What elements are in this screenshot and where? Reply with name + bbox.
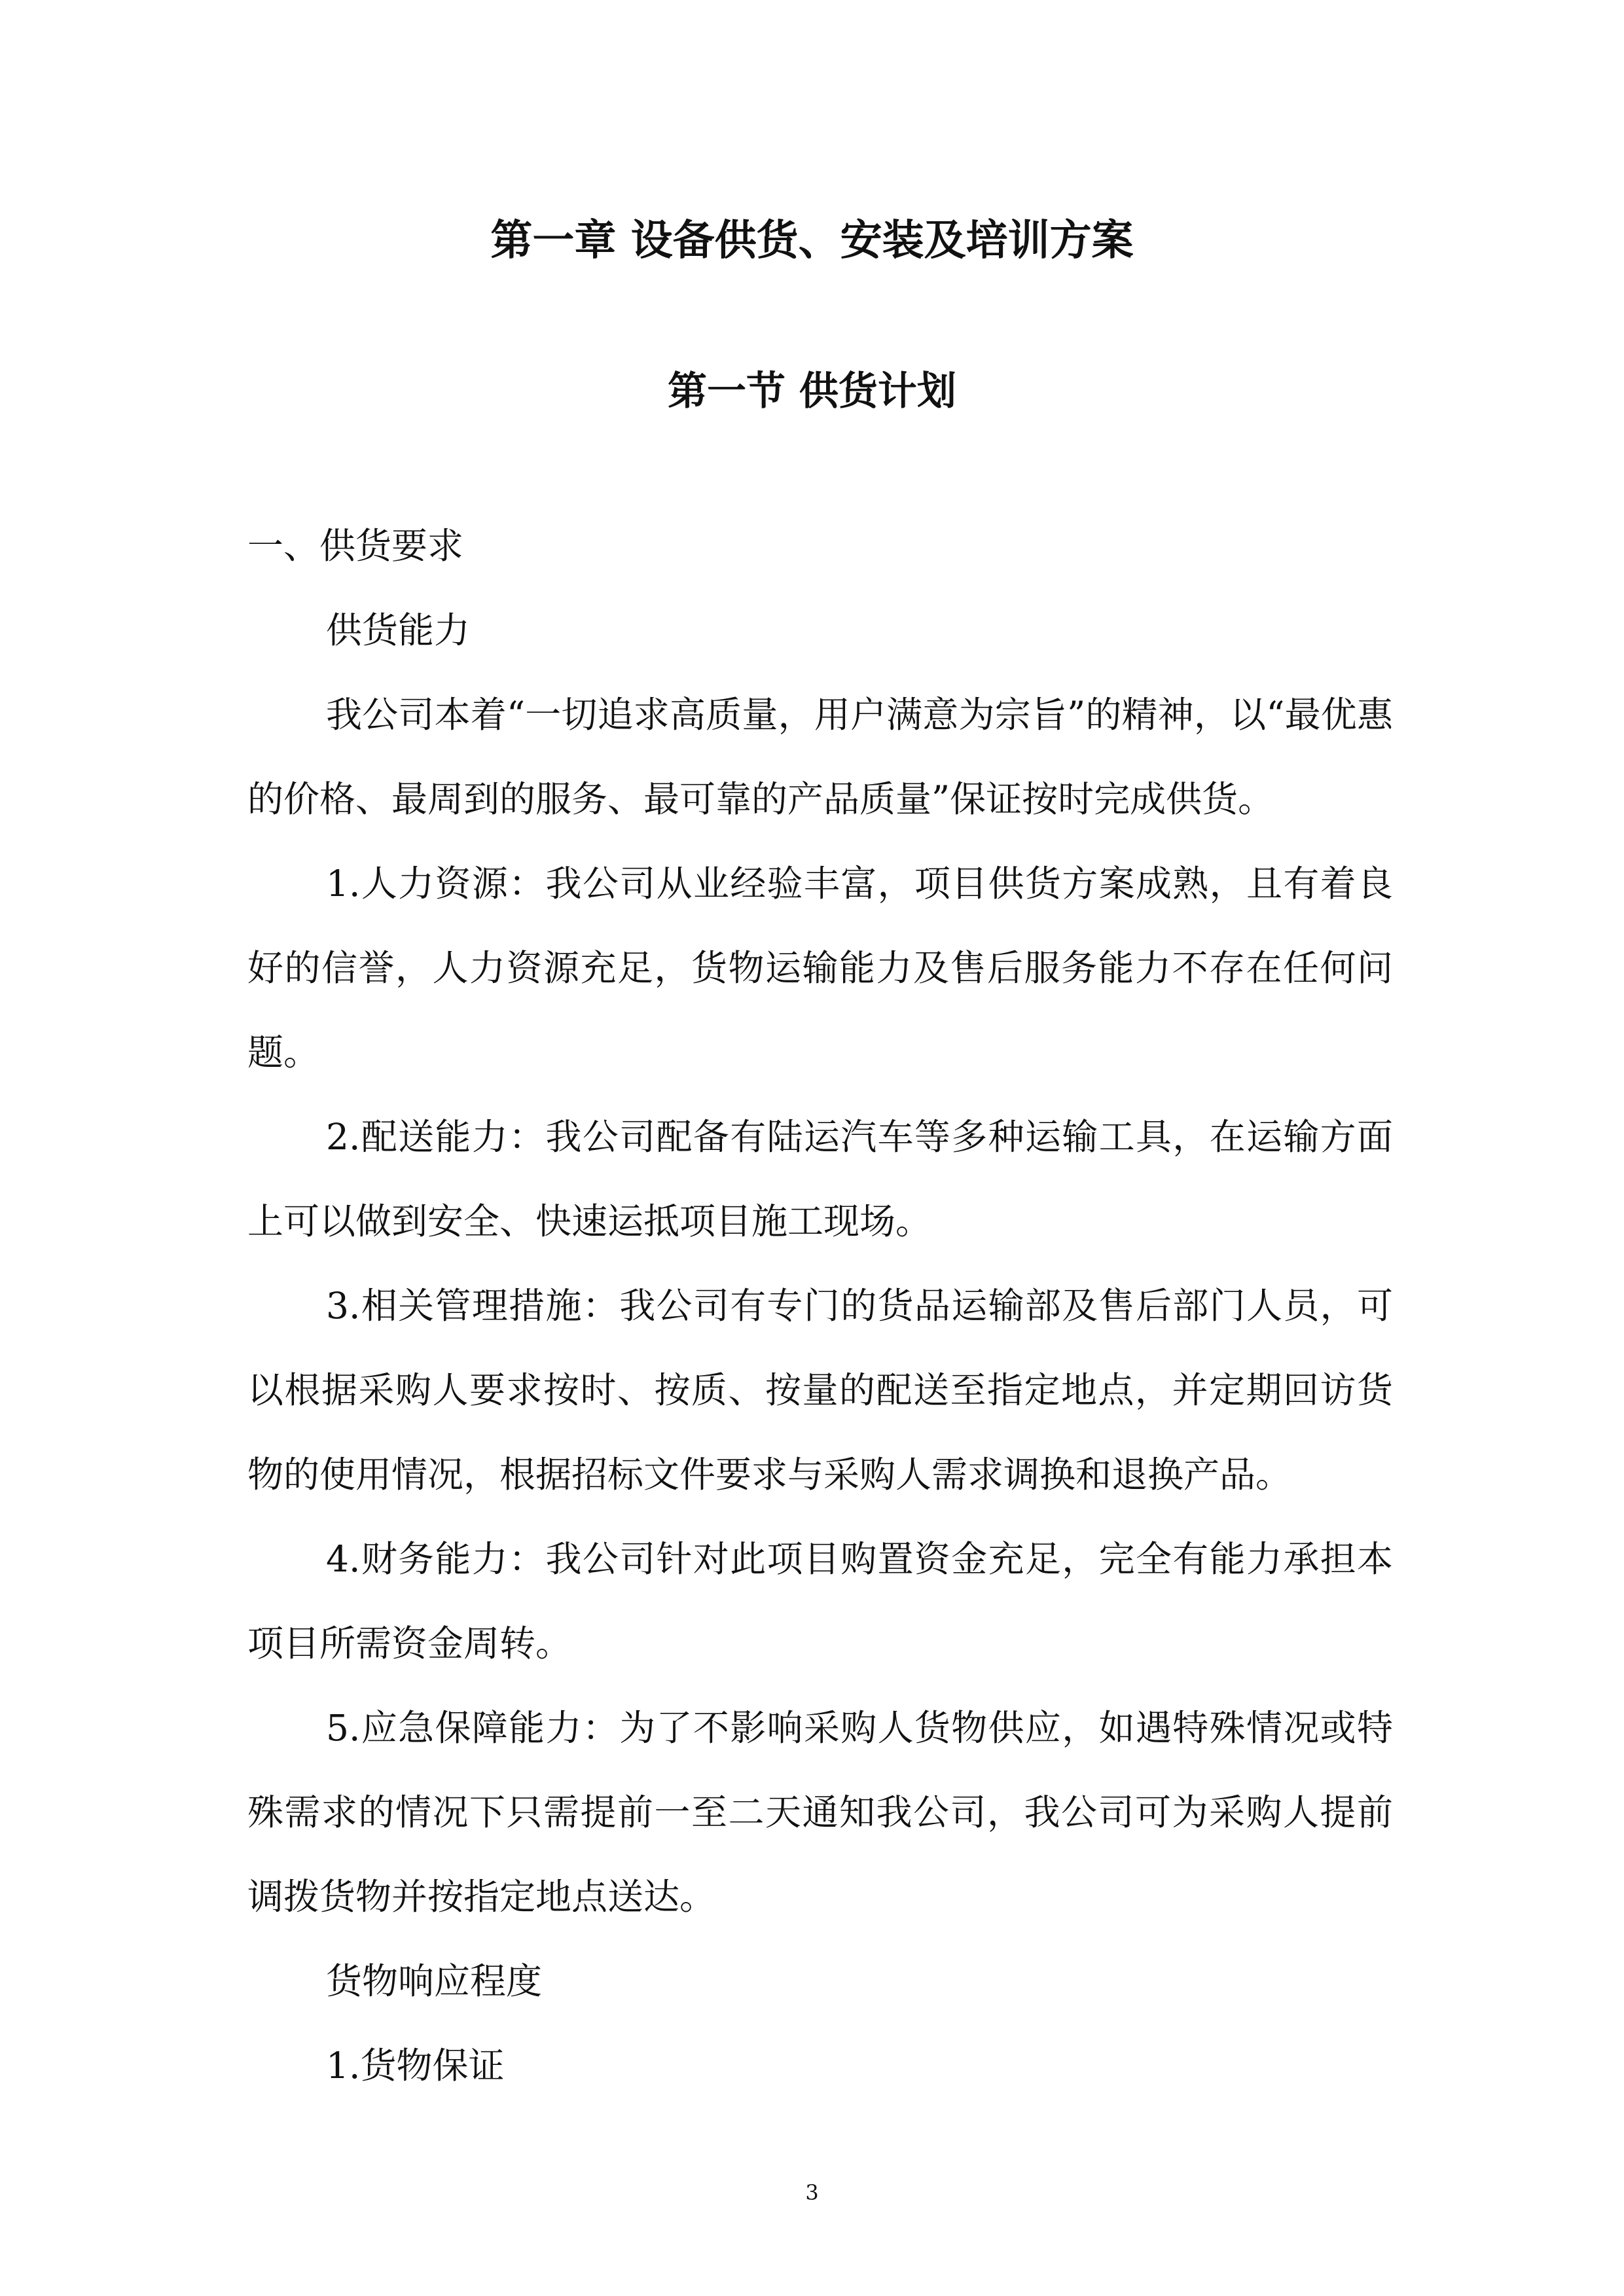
paragraph-delivery-capability: 2.配送能力：我公司配备有陆运汽车等多种运输工具，在运输方面上可以做到安全、快速运抵项目施工现场。	[247, 1116, 1393, 1242]
paragraph-human-resources: 1.人力资源：我公司从业经验丰富，项目供货方案成熟，且有着良好的信誉，人力资源充足，货物运输能力及售后服务能力不存在任何问题。	[247, 863, 1393, 1073]
document-body	[247, 504, 1393, 2108]
section-title: 第一节 供货计划	[668, 368, 956, 414]
paragraph-financial-capability: 4.财务能力：我公司针对此项目购置资金充足，完全有能力承担本项目所需资金周转。	[247, 1538, 1393, 1664]
paragraph-intro: 我公司本着“一切追求高质量，用户满意为宗旨”的精神，以“最优惠的价格、最周到的服务、最可靠的产品质量”保证按时完成供货。	[247, 694, 1393, 820]
subheading-goods-response: 货物响应程度	[326, 1960, 543, 2002]
page-number: 3	[805, 2180, 819, 2205]
section-heading-supply-requirements: 一、供货要求	[247, 525, 464, 567]
subheading-supply-capability: 供货能力	[326, 609, 471, 651]
paragraph-management-measures: 3.相关管理措施：我公司有专门的货品运输部及售后部门人员，可以根据采购人要求按时、按质、按量的配送至指定地点，并定期回访货物的使用情况，根据招标文件要求与采购人需求调换和退换产品。	[247, 1285, 1393, 1496]
subheading-goods-guarantee: 1.货物保证	[326, 2045, 505, 2087]
paragraph-emergency-capability: 5.应急保障能力：为了不影响采购人货物供应，如遇特殊情况或特殊需求的情况下只需提前一至二天通知我公司，我公司可为采购人提前调拨货物并按指定地点送达。	[247, 1707, 1393, 1918]
chapter-title: 第一章 设备供货、安装及培训方案	[490, 216, 1134, 265]
